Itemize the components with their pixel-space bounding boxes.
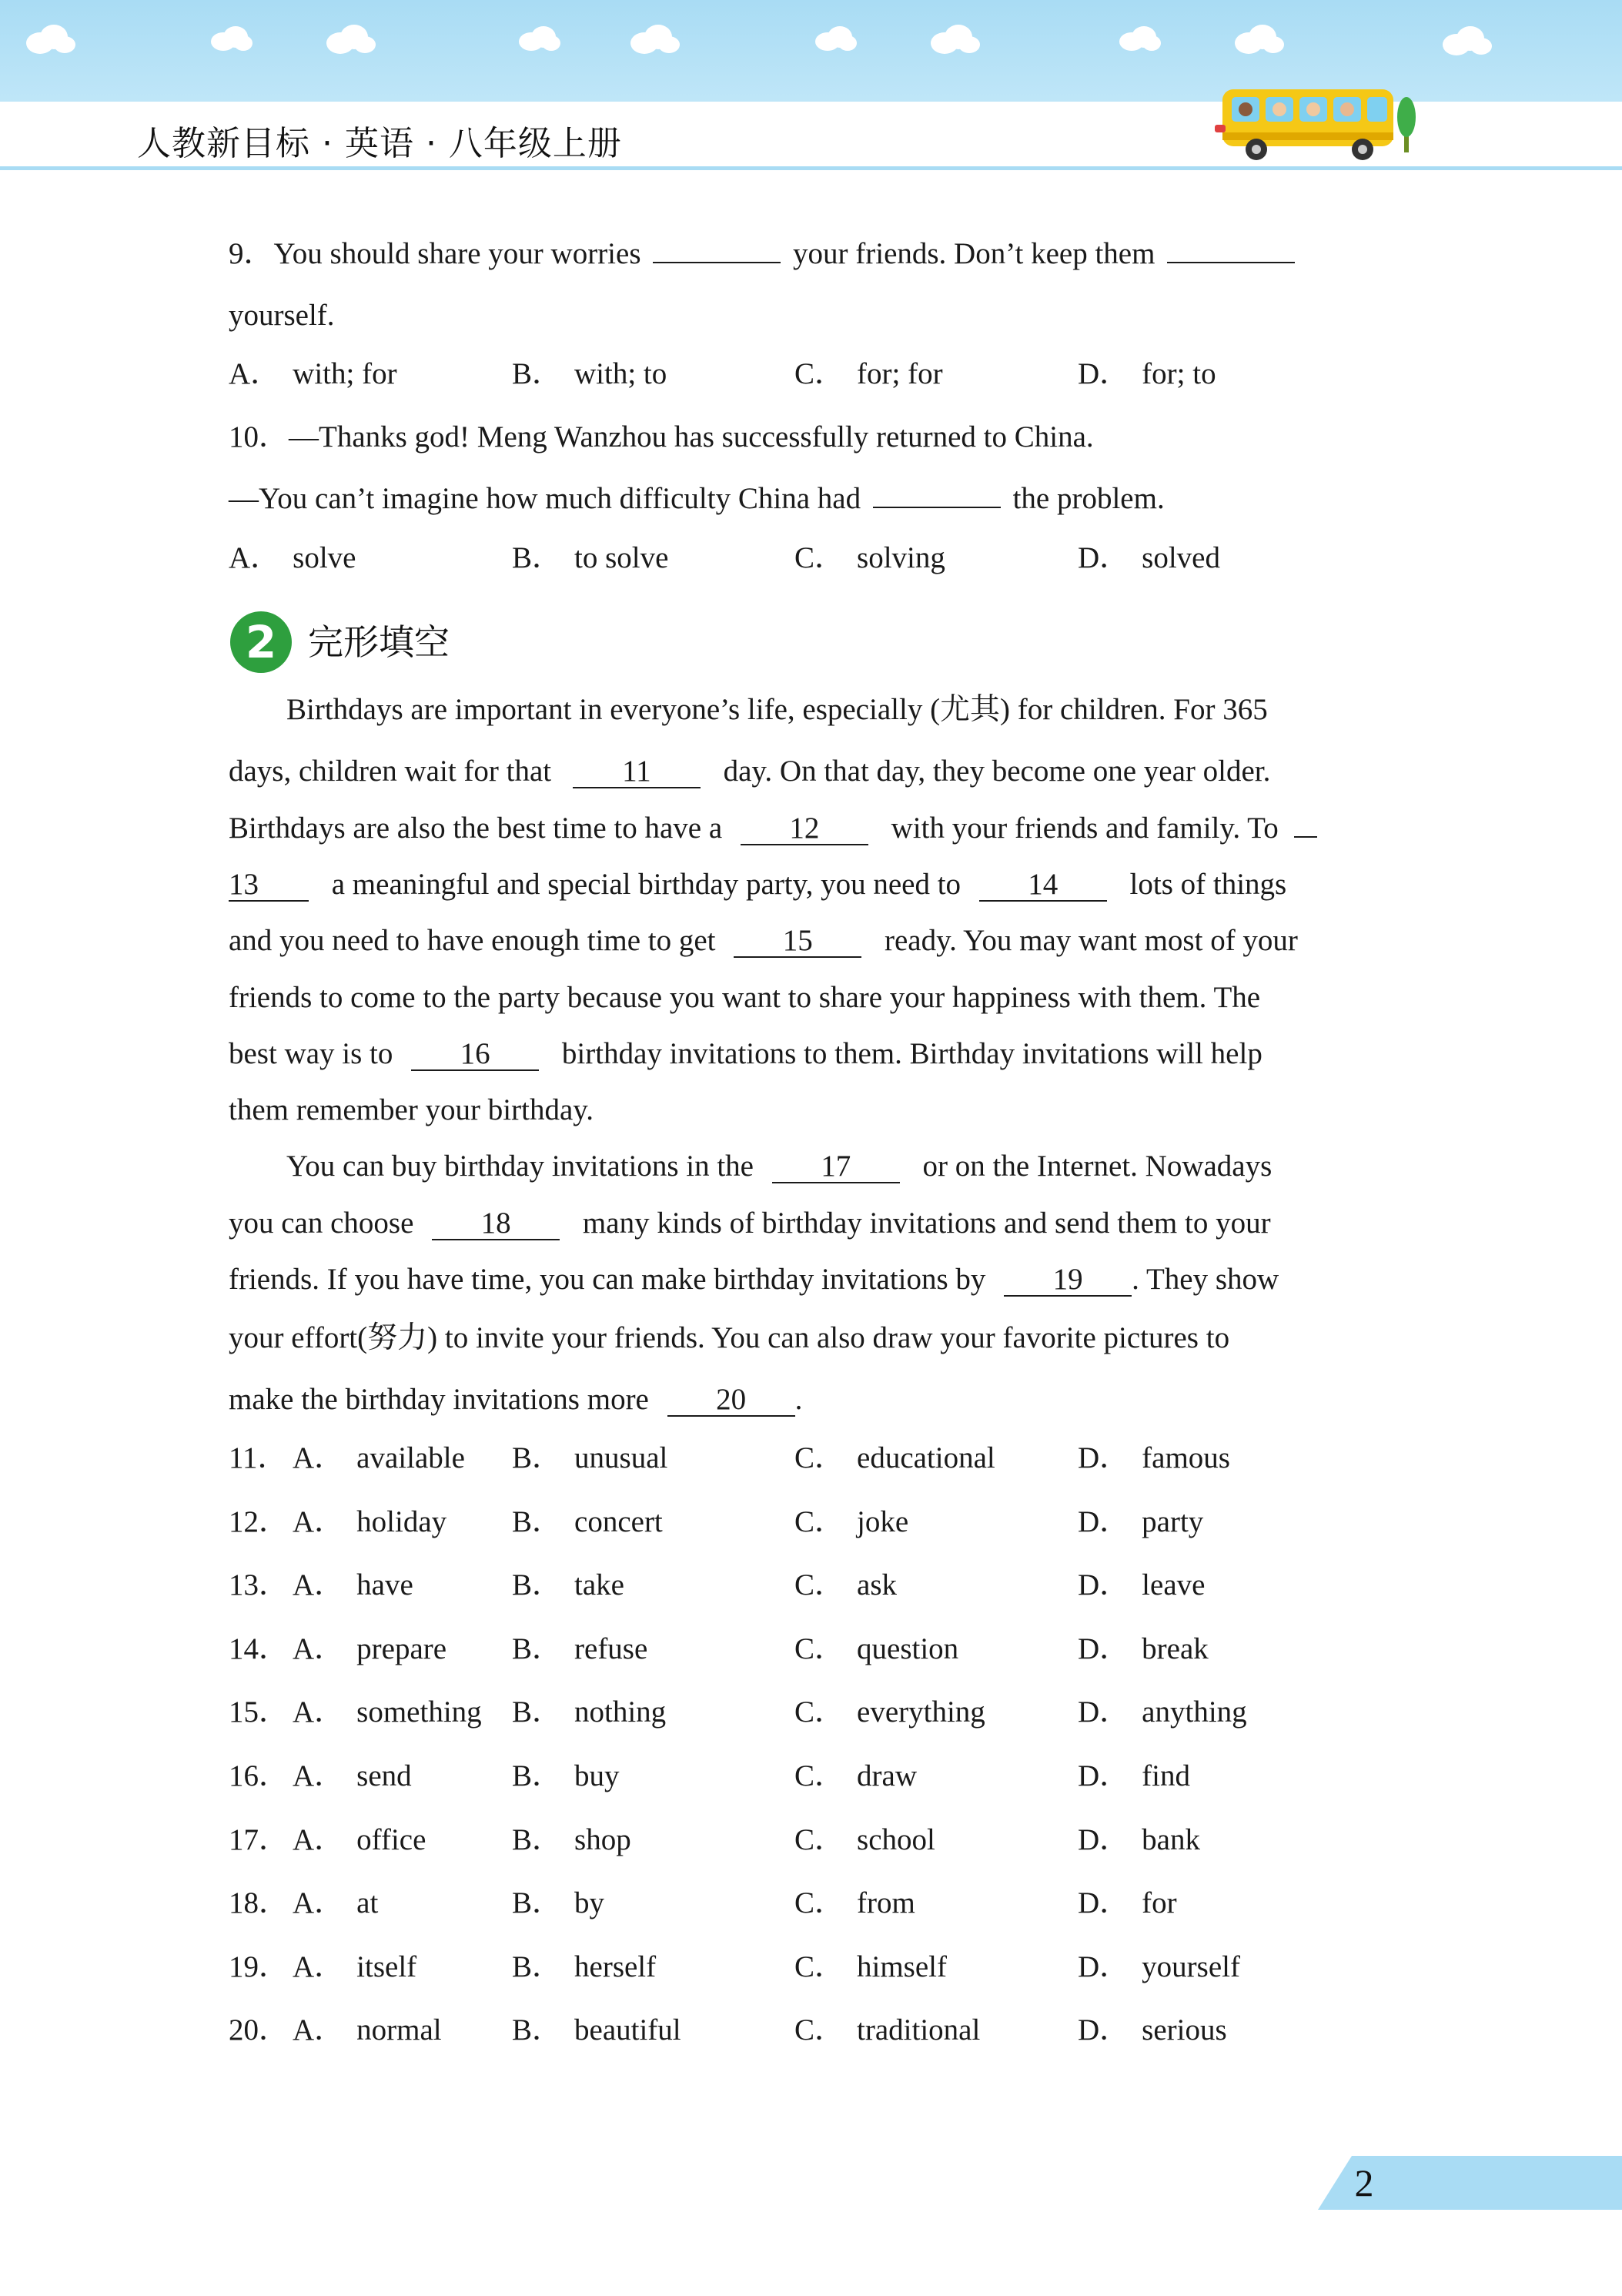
option-letter: C． xyxy=(794,1632,845,1665)
cloze-option-d[interactable] xyxy=(1078,2012,1227,2049)
option-text: serious xyxy=(1142,2013,1227,2047)
option-text: concert xyxy=(574,1505,663,1538)
q10-line1: 10．—Thanks god! Meng Wanzhou has successfully returned to China. xyxy=(229,420,1094,454)
cloze-option-c[interactable] xyxy=(794,2012,980,2049)
option-text: refuse xyxy=(574,1632,648,1665)
cloze-option-b[interactable] xyxy=(512,1885,604,1922)
option-letter: C． xyxy=(794,1950,845,1983)
cloze-option-a[interactable] xyxy=(293,1694,482,1731)
option-letter: B． xyxy=(512,541,563,574)
option-text: available xyxy=(356,1441,465,1474)
q10-stem-part: the problem. xyxy=(1012,482,1165,515)
cloze-option-c[interactable] xyxy=(794,1822,935,1859)
option-letter: B． xyxy=(512,2013,563,2047)
q10-option-a[interactable] xyxy=(229,540,356,577)
passage-text: friends. If you have time, you can make birthday invitations by xyxy=(229,1263,986,1296)
passage-text: day. On that day, they become one year older. xyxy=(723,755,1271,788)
cloze-option-a[interactable] xyxy=(293,2012,442,2049)
cloud-icon xyxy=(928,22,982,57)
option-text: office xyxy=(356,1823,426,1856)
cloud-icon xyxy=(1116,23,1162,54)
cloze-option-d[interactable] xyxy=(1078,1567,1205,1604)
option-letter: A． xyxy=(293,1505,345,1538)
q10-option-b[interactable] xyxy=(512,540,668,577)
option-letter: A． xyxy=(229,357,281,390)
cloze-question-number: 19． xyxy=(229,1950,289,1983)
cloze-question-number: 11． xyxy=(229,1441,288,1474)
option-letter: A． xyxy=(293,1632,345,1665)
option-text: at xyxy=(356,1886,379,1919)
option-text: question xyxy=(857,1632,959,1665)
cloze-blank-15[interactable]: 15 xyxy=(734,925,861,958)
option-letter: C． xyxy=(794,1568,845,1602)
answer-blank[interactable] xyxy=(873,480,1001,508)
cloze-option-b[interactable] xyxy=(512,2012,681,2049)
option-text: from xyxy=(857,1886,915,1919)
option-text: itself xyxy=(356,1950,417,1983)
option-text: draw xyxy=(857,1759,917,1792)
cloze-question-number: 14． xyxy=(229,1632,289,1665)
q9-stem-cont: yourself. xyxy=(229,299,335,332)
cloze-option-b[interactable] xyxy=(512,1822,631,1859)
passage-text: . They show xyxy=(1132,1263,1279,1296)
option-text: famous xyxy=(1142,1441,1230,1474)
passage-text: ready. You may want most of your xyxy=(885,924,1298,957)
option-text: normal xyxy=(356,2013,442,2047)
cloze-option-b[interactable] xyxy=(512,1504,663,1541)
passage-line: Birthdays are important in everyone’s life, especially (尤其) for children. For 365 xyxy=(286,693,1268,726)
cloud-icon xyxy=(208,23,254,54)
option-letter: B． xyxy=(512,1950,563,1983)
option-letter: D． xyxy=(1078,1441,1130,1474)
cloze-question-number: 18． xyxy=(229,1886,289,1919)
option-text: unusual xyxy=(574,1441,668,1474)
cloze-question-number: 20． xyxy=(229,2013,289,2047)
cloze-question-number: 15． xyxy=(229,1695,289,1729)
cloze-option-c[interactable] xyxy=(794,1631,958,1668)
option-text: take xyxy=(574,1568,624,1602)
cloze-option-c[interactable] xyxy=(794,1694,985,1731)
passage-line: friends to come to the party because you want to share your happiness with them. The xyxy=(229,981,1261,1014)
option-letter: D． xyxy=(1078,1759,1130,1792)
cloze-option-b[interactable] xyxy=(512,1631,647,1668)
cloze-option-d[interactable] xyxy=(1078,1949,1240,1986)
option-letter: C． xyxy=(794,1505,845,1538)
option-text: himself xyxy=(857,1950,947,1983)
passage-line xyxy=(229,753,1270,790)
option-letter: D． xyxy=(1078,357,1130,390)
q10-option-c[interactable] xyxy=(794,540,945,577)
option-text: ask xyxy=(857,1568,898,1602)
cloze-blank-20[interactable]: 20 xyxy=(667,1384,795,1417)
option-text: holiday xyxy=(356,1505,447,1538)
option-text: joke xyxy=(857,1505,909,1538)
option-text: everything xyxy=(857,1695,985,1729)
cloze-option-d[interactable] xyxy=(1078,1440,1230,1477)
option-text: for; for xyxy=(857,357,943,390)
q10-line2 xyxy=(229,480,1165,517)
option-letter: C． xyxy=(794,1441,845,1474)
cloze-blank-17[interactable]: 17 xyxy=(772,1151,900,1183)
option-text: send xyxy=(356,1759,412,1792)
option-letter: D． xyxy=(1078,1568,1130,1602)
option-letter: B． xyxy=(512,1695,563,1729)
cloze-option-d[interactable] xyxy=(1078,1504,1203,1541)
option-letter: D． xyxy=(1078,1632,1130,1665)
cloze-option-a[interactable] xyxy=(293,1885,378,1922)
passage-text: or on the Internet. Nowadays xyxy=(922,1150,1273,1183)
option-letter: B． xyxy=(512,1505,563,1538)
cloze-option-c[interactable] xyxy=(794,1758,917,1795)
option-text: for; to xyxy=(1142,357,1216,390)
passage-line xyxy=(229,1205,1271,1242)
option-text: beautiful xyxy=(574,2013,681,2047)
option-letter: B． xyxy=(512,1632,563,1665)
cloze-option-a[interactable] xyxy=(293,1822,426,1859)
option-letter: B． xyxy=(512,357,563,390)
option-letter: A． xyxy=(293,1950,345,1983)
option-letter: D． xyxy=(1078,1695,1130,1729)
option-letter: C． xyxy=(794,1759,845,1792)
cloze-option-b[interactable] xyxy=(512,1949,656,1986)
option-letter: A． xyxy=(293,1695,345,1729)
cloze-option-a[interactable] xyxy=(293,1440,465,1477)
option-letter: B． xyxy=(512,1441,563,1474)
option-text: nothing xyxy=(574,1695,667,1729)
passage-text: Birthdays are also the best time to have a xyxy=(229,812,723,845)
passage-text: birthday invitations to them. Birthday invitations will help xyxy=(561,1037,1262,1070)
option-text: bank xyxy=(1142,1823,1200,1856)
cloze-question-number: 17． xyxy=(229,1823,289,1856)
cloud-icon xyxy=(1440,23,1493,59)
q9-stem xyxy=(229,236,1299,273)
passage-line xyxy=(229,1261,1279,1298)
option-letter: C． xyxy=(794,541,845,574)
page-number: 2 xyxy=(1354,2161,1374,2204)
book-title: 人教新目标 · 英语 · 八年级上册 xyxy=(137,124,622,163)
cloud-icon xyxy=(23,22,77,57)
passage-line: them remember your birthday. xyxy=(229,1093,594,1126)
option-letter: C． xyxy=(794,1823,845,1856)
cloze-option-a[interactable] xyxy=(293,1504,446,1541)
q10-stem-part: —You can’t imagine how much difficulty China had xyxy=(229,482,861,515)
q9-option-b[interactable] xyxy=(512,356,667,393)
q9-option-c[interactable] xyxy=(794,356,943,393)
passage-text: many kinds of birthday invitations and send them to your xyxy=(582,1207,1271,1240)
cloze-blank-12[interactable]: 12 xyxy=(741,813,868,845)
option-text: anything xyxy=(1142,1695,1247,1729)
option-text: break xyxy=(1142,1632,1209,1665)
option-letter: D． xyxy=(1078,2013,1130,2047)
option-letter: A． xyxy=(229,541,281,574)
option-letter: A． xyxy=(293,1823,345,1856)
passage-line xyxy=(229,866,1286,903)
option-text: leave xyxy=(1142,1568,1206,1602)
q9-option-a[interactable] xyxy=(229,356,397,393)
passage-line: your effort(努力) to invite your friends. You can also draw your favorite pictures to xyxy=(229,1321,1230,1354)
passage-line xyxy=(286,1148,1272,1185)
cloud-icon xyxy=(323,22,377,57)
option-text: party xyxy=(1142,1505,1204,1538)
cloud-icon xyxy=(812,23,858,54)
passage-text: You can buy birthday invitations in the xyxy=(286,1150,754,1183)
option-text: shop xyxy=(574,1823,631,1856)
option-letter: A． xyxy=(293,2013,345,2047)
cloze-option-d[interactable] xyxy=(1078,1885,1177,1922)
option-letter: B． xyxy=(512,1568,563,1602)
school-bus-icon xyxy=(1209,79,1424,171)
passage-text: a meaningful and special birthday party, you need to xyxy=(331,868,961,901)
cloze-blank-11[interactable]: 11 xyxy=(573,756,701,788)
answer-blank[interactable] xyxy=(1167,236,1295,263)
option-letter: D． xyxy=(1078,1886,1130,1919)
cloze-blank-14[interactable]: 14 xyxy=(979,869,1107,902)
cloze-option-c[interactable] xyxy=(794,1567,897,1604)
option-text: yourself xyxy=(1142,1950,1240,1983)
cloud-icon xyxy=(627,22,681,57)
passage-text: best way is to xyxy=(229,1037,393,1070)
passage-text: lots of things xyxy=(1129,868,1287,901)
cloze-option-c[interactable] xyxy=(794,1885,915,1922)
cloze-blank-19[interactable]: 19 xyxy=(1004,1264,1132,1297)
cloud-icon xyxy=(1232,22,1286,57)
cloze-option-c[interactable] xyxy=(794,1949,947,1986)
passage-text: and you need to have enough time to get xyxy=(229,924,716,957)
answer-blank[interactable] xyxy=(653,236,781,263)
cloze-option-d[interactable] xyxy=(1078,1758,1190,1795)
cloze-blank-13[interactable]: 13 xyxy=(229,869,309,902)
option-text: herself xyxy=(574,1950,657,1983)
cloze-question-number: 16． xyxy=(229,1759,289,1792)
option-letter: D． xyxy=(1078,1823,1130,1856)
option-letter: D． xyxy=(1078,1505,1130,1538)
cloze-option-b[interactable] xyxy=(512,1567,624,1604)
passage-text: days, children wait for that xyxy=(229,755,552,788)
passage-text: with your friends and family. To xyxy=(891,812,1279,845)
option-text: solved xyxy=(1142,541,1220,574)
passage-text: make the birthday invitations more xyxy=(229,1383,649,1416)
option-letter: A． xyxy=(293,1759,345,1792)
option-letter: B． xyxy=(512,1823,563,1856)
option-text: by xyxy=(574,1886,605,1919)
cloze-option-a[interactable] xyxy=(293,1758,412,1795)
option-text: with; for xyxy=(293,357,397,390)
option-text: traditional xyxy=(857,2013,981,2047)
q9-stem-part: your friends. Don’t keep them xyxy=(793,237,1155,270)
option-text: for xyxy=(1142,1886,1177,1919)
section-number-badge: 2 xyxy=(230,611,292,673)
option-letter: C． xyxy=(794,1886,845,1919)
cloud-icon xyxy=(516,23,562,54)
option-text: with; to xyxy=(574,357,667,390)
option-text: solving xyxy=(857,541,945,574)
cloze-option-d[interactable] xyxy=(1078,1631,1209,1668)
passage-text: . xyxy=(794,1383,803,1416)
option-letter: A． xyxy=(293,1886,345,1919)
cloze-option-a[interactable] xyxy=(293,1567,413,1604)
cloze-option-c[interactable] xyxy=(794,1504,908,1541)
cloze-option-b[interactable] xyxy=(512,1758,620,1795)
option-letter: C． xyxy=(794,357,845,390)
cloze-question-number: 13． xyxy=(229,1568,289,1602)
option-text: educational xyxy=(857,1441,995,1474)
option-text: prepare xyxy=(356,1632,447,1665)
section-title: 完形填空 xyxy=(308,621,450,663)
option-text: find xyxy=(1142,1759,1190,1792)
option-letter: A． xyxy=(293,1568,345,1602)
cloze-blank-13-start[interactable] xyxy=(1294,810,1317,838)
passage-line xyxy=(229,1036,1262,1073)
option-letter: D． xyxy=(1078,541,1130,574)
option-text: school xyxy=(857,1823,935,1856)
cloze-blank-16[interactable]: 16 xyxy=(411,1039,539,1071)
q9-stem-part: 9．You should share your worries xyxy=(229,237,641,270)
q9-option-d[interactable] xyxy=(1078,356,1216,393)
cloze-option-b[interactable] xyxy=(512,1694,666,1731)
q10-option-d[interactable] xyxy=(1078,540,1220,577)
option-text: something xyxy=(356,1695,482,1729)
cloze-option-d[interactable] xyxy=(1078,1822,1200,1859)
option-text: to solve xyxy=(574,541,669,574)
option-letter: B． xyxy=(512,1886,563,1919)
option-letter: B． xyxy=(512,1759,563,1792)
cloze-option-d[interactable] xyxy=(1078,1694,1247,1731)
cloze-option-c[interactable] xyxy=(794,1440,995,1477)
cloze-option-a[interactable] xyxy=(293,1631,446,1668)
option-letter: C． xyxy=(794,1695,845,1729)
passage-line xyxy=(229,810,1322,847)
option-text: have xyxy=(356,1568,413,1602)
cloze-blank-18[interactable]: 18 xyxy=(432,1208,560,1240)
cloze-option-a[interactable] xyxy=(293,1949,416,1986)
option-letter: D． xyxy=(1078,1950,1130,1983)
option-text: solve xyxy=(293,541,356,574)
cloze-question-number: 12． xyxy=(229,1505,289,1538)
option-letter: C． xyxy=(794,2013,845,2047)
option-letter: A． xyxy=(293,1441,345,1474)
passage-line xyxy=(229,1381,802,1418)
option-text: buy xyxy=(574,1759,620,1792)
passage-line xyxy=(229,922,1298,959)
passage-text: you can choose xyxy=(229,1207,414,1240)
cloze-option-b[interactable] xyxy=(512,1440,667,1477)
